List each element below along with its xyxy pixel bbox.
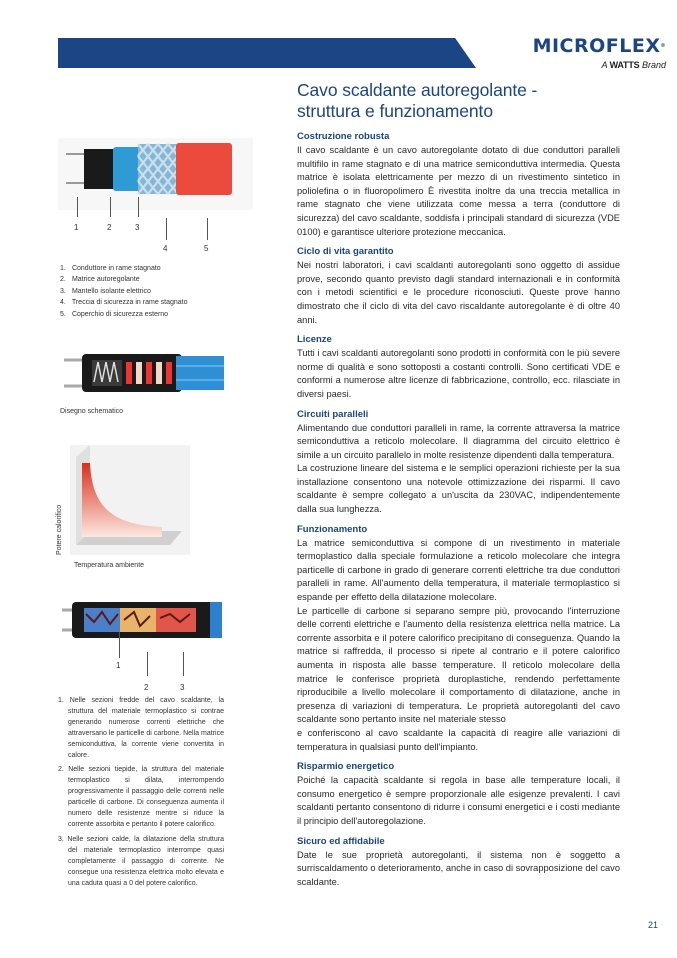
callout-number: 2 [144, 683, 149, 692]
section-heading: Ciclo di vita garantito [297, 246, 394, 258]
callout-line [119, 632, 120, 658]
section-paragraph: Tutti i cavi scaldanti autoregolanti sono prodotti in conformità con le più severe norme di qualità e sono sottoposti a costanti controlli. Sono certificati VDE e conformi a numerose altre licenze di fabbricazione, controllo, ecc. rilasciate in diversi paesi. [297, 348, 620, 399]
section-paragraph: La costruzione lineare del sistema e le semplici operazioni richieste per la sua installazione consentono una notevole ottimizzazione dei risparmi. Il cavo scaldante è sempre collegato a un'uscita da 230VAC, indipendentemente dalla sua lunghezza. [297, 463, 620, 515]
callout-line [138, 197, 139, 217]
legend-item: 3. Mantello isolante elettrico [60, 287, 151, 295]
cable-legend [60, 263, 188, 320]
section-costruzione [297, 131, 620, 239]
section-paragraph: Alimentando due conduttori paralleli in rame, la corrente attraversa la matrice semiconduttiva a reticolo molecolare. Il diagramma del circuito elettrico è simile a un circuito parallelo in molte resistenze dipendenti dalla temperatura. [297, 422, 620, 460]
section-paragraph: Le particelle di carbone si separano sempre più, provocando l'interruzione delle correnti elettriche e l'aumento della resistenza elettrica nella matrice. La corrente assorbita e il potere calorifico precipitano di conseguenza. Quando la matrice si raffredda, il processo si ripete al contrario e il potere calorifico aumenta in risposta alle basse temperature. Il reticolo molecolare della matrice le conferisce proprietà duroplastiche, rendendo perfettamente riproducibile a livello molecolare il comportamento di dilatazione, anche in presenza di variazioni di temperatura. Le proprietà autoregolanti del cavo scaldante sono pertanto insite nel materiale stesso [297, 605, 620, 725]
callout-number: 2 [107, 223, 112, 232]
callout-number: 5 [204, 244, 209, 253]
callout-line [110, 197, 111, 217]
cable-layers-illustration [58, 138, 253, 210]
section-paragraph: Il cavo scaldante è un cavo autoregolante dotato di due conduttori paralleli multifilo in rame stagnato e di una matrice semiconduttiva intermedia. Questa matrice è isolata elettricamente per mezzo di un rivestimento sintetico in poliolefina o in fluoropolimero È rivestita inoltre da una treccia metallica in rame stagnato che viene utilizzata come messa a terra (conduttore di sicurezza) del cavo scaldante, soddisfa i principali standard di sicurezza (VDE 0100) e garantisce ulteriore protezione meccanica. [297, 145, 620, 237]
section-sicuro [297, 836, 620, 890]
page-title: Cavo scaldante autoregolante - struttura e funzionamento [297, 80, 538, 121]
legend-item: 2. Matrice autoregolante [60, 276, 140, 284]
matrix-notes [58, 696, 224, 893]
power-curve-graphic [70, 445, 190, 555]
callout-line [207, 218, 208, 240]
legend-item: 5. Coperchio di sicurezza esterno [60, 310, 169, 318]
registered-mark: ® [660, 43, 666, 49]
section-heading: Risparmio energetico [297, 761, 395, 773]
callout-line [183, 652, 184, 676]
callout-number: 4 [163, 244, 168, 253]
section-paragraph: Poiché la capacità scaldante si regola in base alle temperature locali, il consumo energetico è sempre proporzionale alle esigenze prevalenti. I cavi scaldanti pertanto consentono di ridurre i consumi energetici e i costi mediante il principio dell'autoregolazione. [297, 775, 620, 826]
section-heading: Funzionamento [297, 523, 368, 535]
section-heading: Licenze [297, 334, 332, 346]
main-text-column [297, 80, 620, 896]
section-paragraph: La matrice semiconduttiva si compone di un rivestimento in materiale termoplastico dalla speciale formulazione a reticolo molecolare che integra particelle di carbone in grado di generare correnti elettriche tra due conduttori paralleli in rame. All'aumento della temperatura, il materiale termoplastico si espande per effetto della dilatazione molecolare. [297, 537, 620, 603]
section-heading: Circuiti paralleli [297, 408, 369, 420]
section-heading: Costruzione robusta [297, 131, 390, 142]
callout-number: 3 [135, 223, 140, 232]
section-circuiti [297, 409, 620, 517]
callout-line [166, 218, 167, 240]
callout-number: 3 [180, 683, 185, 692]
callout-number: 1 [74, 223, 79, 232]
schematic-caption: Disegno schematico [60, 408, 124, 415]
brand-logo [490, 36, 666, 70]
brand-name: MICROFLEX [532, 35, 661, 57]
section-heading: Sicuro ed affidabile [297, 835, 385, 847]
section-paragraph: Nei nostri laboratori, i cavi scaldanti autoregolanti sono oggetto di assidue prove, secondo quanto previsto dagli standard internazionali e in conformità con i metodi scientifici e le procedure riconosciuti. Queste prove hanno dimostrato che il ciclo di vita del cavo riscaldante autoregolante è di oltre 40 anni. [297, 260, 620, 325]
page-number: 21 [648, 920, 659, 930]
braid-layer [138, 144, 178, 194]
section-paragraph: e conferiscono al cavo scaldante la capacità di reagire alle variazioni di temperatura in qualsiasi punto dell'impianto. [297, 727, 620, 752]
callout-number: 1 [116, 661, 121, 670]
header-band [58, 38, 476, 68]
legend-item: 4. Treccia di sicurezza in rame stagnato [60, 299, 188, 307]
section-ciclo-vita [297, 246, 620, 327]
callout-line [147, 652, 148, 676]
note-item: 2. Nelle sezioni tiepide, la struttura del materiale termoplastico si dilata, interrompendo progressivamente il passaggio delle correnti nelle particelle di carbone. Di conseguenza aumenta il numero delle resistenze mentre si riduce la corrente assorbita e pertanto il potere calorifico. [58, 766, 224, 828]
section-risparmio [297, 761, 620, 828]
x-axis-label: Temperatura ambiente [74, 562, 145, 569]
callout-line [77, 197, 78, 217]
note-item: 1. Nelle sezioni fredde del cavo scaldante, la struttura del materiale termoplastico si contrae generando numerose correnti elettriche che attraversano le particelle di carbone. Nella matrice semiconduttiva, la corrente viene convertita in calore. [58, 697, 224, 759]
matrix-cutaway-illustration [60, 600, 230, 640]
legend-item: 1. Conduttore in rame stagnato [60, 265, 161, 272]
brand-tagline: A WATTS Brand [601, 60, 666, 70]
section-paragraph: Date le sue proprietà autoregolanti, il sistema non è soggetto a surriscaldamento o deterioramento, anche in caso di sovrapposizione del cavo scaldante. [297, 849, 620, 887]
section-funzionamento [297, 524, 620, 755]
y-axis-label: Potere calorifico [56, 504, 63, 555]
section-licenze [297, 334, 620, 401]
schematic-cable-illustration [60, 350, 230, 395]
note-item: 3. Nelle sezioni calde, la dilatazione della struttura del materiale termoplastico interrompe quasi completamente il passaggio di corrente. Ne consegue una resistenza elettrica molto elevata e una caduta quasi a 0 del potere calorifico. [58, 835, 224, 887]
